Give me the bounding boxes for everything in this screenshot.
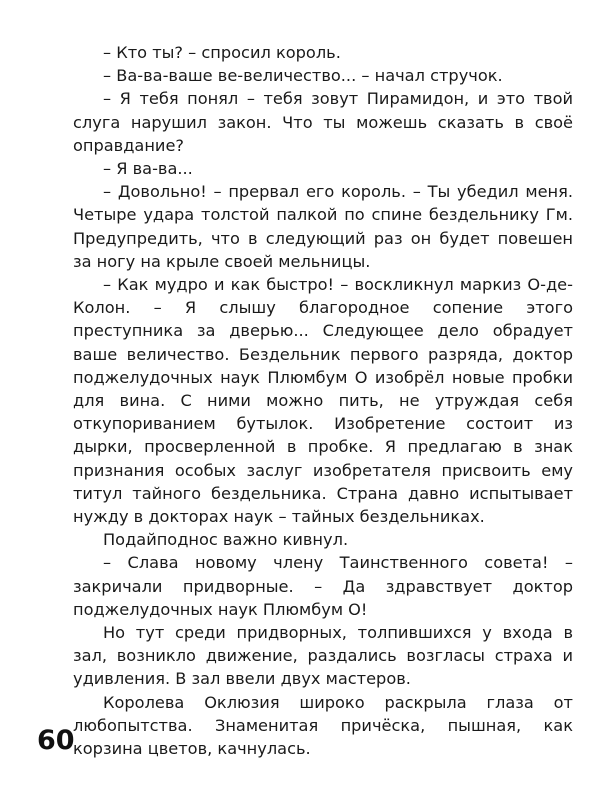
paragraph-2: – Ва-ва-ваше ве-величество... – начал стручок. <box>103 66 503 86</box>
paragraph-8: – Слава новому члену Таинственного совета! – закричали придворные. – Да здравствует доктор поджелудочных наук Плюмбум О! <box>73 553 573 619</box>
page-number: 60 <box>37 725 75 756</box>
paragraph-5: – Довольно! – прервал его король. – Ты убедил меня. Четыре удара толстой палкой по спине бездельнику Гм. Предупредить, что в следующий раз он будет повешен за ногу на крыле своей мельницы. <box>73 182 573 271</box>
paragraph-10: Королева Оклюзия широко раскрыла глаза от любопытства. Знаменитая причёска, пышная, как корзина цветов, качнулась. <box>73 692 573 759</box>
paragraph-3: – Я тебя понял – тебя зовут Пирамидон, и это твой слуга нарушил закон. Что ты можешь сказать в своё оправдание? <box>73 89 573 155</box>
page-text-body <box>73 41 573 760</box>
paragraph-1: – Кто ты? – спросил король. <box>103 43 341 62</box>
paragraph-4: – Я ва-ва... <box>103 159 193 179</box>
paragraph-7: Подайподнос важно кивнул. <box>103 530 349 550</box>
paragraph-9: Но тут среди придворных, толпившихся у входа в зал, возникло движение, раздались возгласы страха и удивления. В зал ввели двух мастеров. <box>73 623 573 689</box>
paragraph-6: – Как мудро и как быстро! – воскликнул маркиз О-де-Колон. – Я слышу благородное сопение этого преступника за дверью... Следующее дело обрадует ваше величество. Бездельник первого разряда, доктор поджелудочных наук Плюмбум О изобрёл новые пробки для вина. С ними можно пить, не утруждая себя откупориванием бутылок. Изобретение состоит из дырки, просверленной в пробке. Я предлагаю в знак признания особых заслуг изобретателя присвоить ему титул тайного бездельника. Страна давно испытывает нужду в докторах наук – тайных бездельниках. <box>73 275 573 527</box>
